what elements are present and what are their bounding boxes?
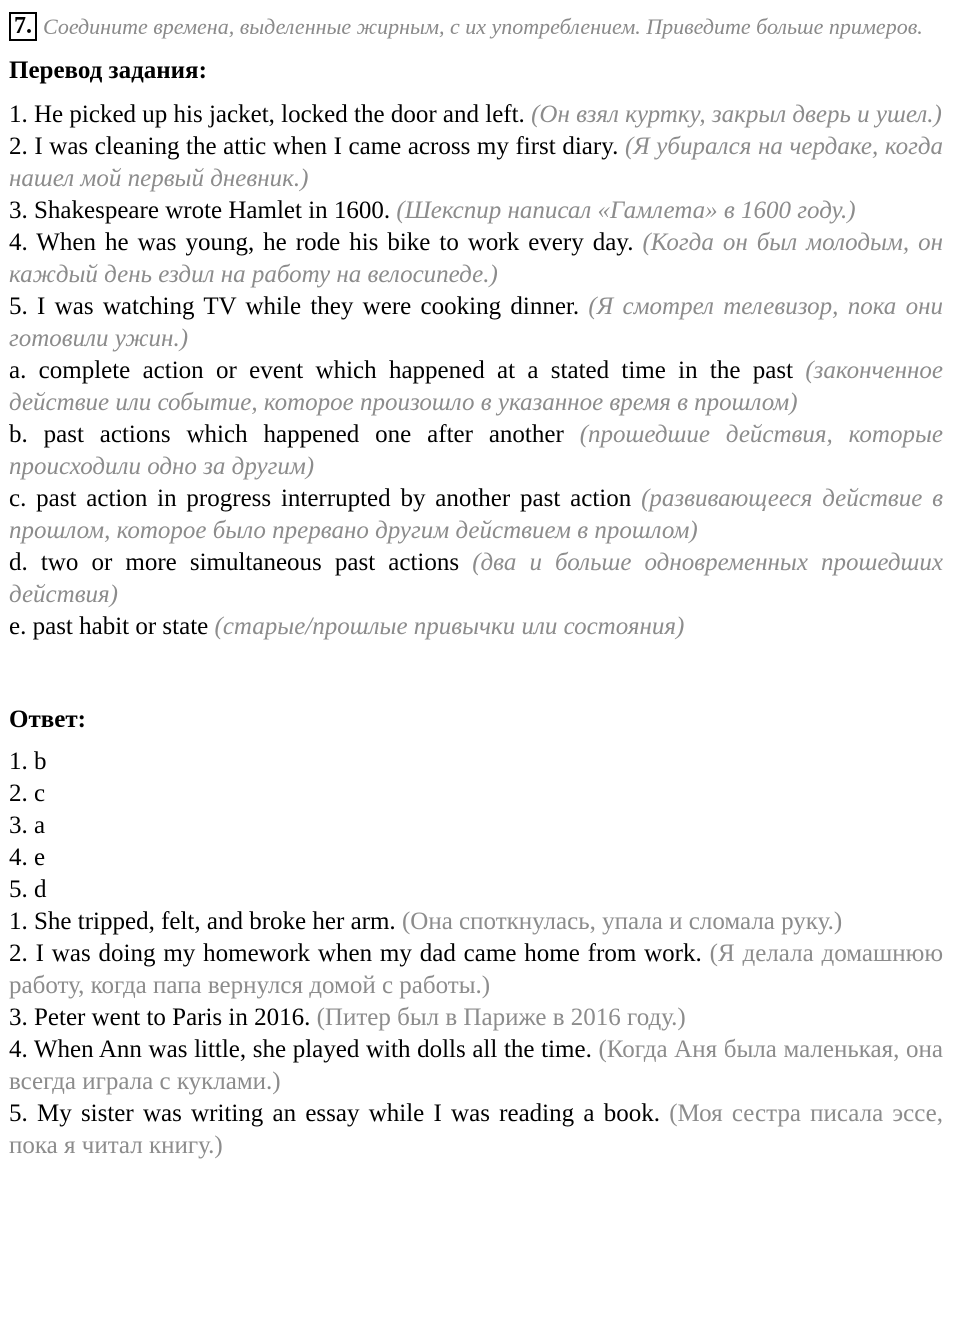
answer-match: 1. b — [9, 748, 47, 775]
answer-example — [9, 1098, 943, 1162]
answer-section — [9, 746, 943, 1162]
translation-list — [9, 99, 943, 643]
answer-example — [9, 1002, 943, 1034]
usage-item — [9, 611, 943, 643]
translation-item — [9, 131, 943, 195]
usage-item — [9, 483, 943, 547]
usage-item — [9, 419, 943, 483]
answer-match: 4. e — [9, 844, 46, 871]
translation-heading: Перевод задания: — [9, 57, 207, 84]
translation-item — [9, 195, 943, 227]
translation-item — [9, 291, 943, 355]
answer-heading: Ответ: — [9, 706, 86, 733]
task-statement — [9, 12, 943, 41]
english-text: 2. I was cleaning the attic when I came across my first diary. — [9, 133, 619, 160]
russian-translation: (Шекспир написал «Гамлета» в 1600 году.) — [396, 197, 856, 224]
document-page — [9, 12, 943, 1162]
russian-translation: (Я убирался на чердаке, когда нашел мой первый дневник.) — [9, 133, 943, 192]
english-text: 4. When he was young, he rode his bike to work every day. — [9, 229, 634, 256]
english-text: 4. When Ann was little, she played with dolls all the time. — [9, 1036, 592, 1063]
usage-item — [9, 355, 943, 419]
task-text: Соедините времена, выделенные жирным, с их употреблением. Приведите больше примеров. — [43, 14, 923, 39]
russian-translation: (старые/прошлые привычки или состояния) — [214, 613, 685, 640]
russian-translation: (законченное действие или событие, которое произошло в указанное время в прошлом) — [9, 357, 943, 416]
russian-translation: (Он взял куртку, закрыл дверь и ушел.) — [531, 101, 942, 128]
russian-translation: (два и больше одновременных прошедших действия) — [9, 549, 943, 608]
english-text: a. complete action or event which happened at a stated time in the past — [9, 357, 794, 384]
russian-translation: (Питер был в Париже в 2016 году.) — [316, 1004, 686, 1031]
english-text: 5. I was watching TV while they were cooking dinner. — [9, 293, 580, 320]
answer-match: 2. c — [9, 780, 46, 807]
russian-translation: (Она споткнулась, упала и сломала руку.) — [401, 908, 843, 935]
answer-match: 5. d — [9, 876, 47, 903]
task-number: 7. — [9, 12, 37, 41]
english-text: 2. I was doing my homework when my dad came home from work. — [9, 940, 702, 967]
russian-translation: (Я смотрел телевизор, пока они готовили ужин.) — [9, 293, 943, 352]
answer-example — [9, 938, 943, 1002]
translation-item — [9, 227, 943, 291]
answer-example — [9, 1034, 943, 1098]
answer-example — [9, 906, 943, 938]
english-text: c. past action in progress interrupted by another past action — [9, 485, 632, 512]
translation-item — [9, 99, 943, 131]
english-text: b. past actions which happened one after another — [9, 421, 564, 448]
usage-item — [9, 547, 943, 611]
english-text: 1. He picked up his jacket, locked the door and left. — [9, 101, 525, 128]
english-text: d. two or more simultaneous past actions — [9, 549, 460, 576]
answer-match: 3. a — [9, 812, 46, 839]
english-text: 3. Peter went to Paris in 2016. — [9, 1004, 311, 1031]
russian-translation: (прошедшие действия, которые происходили одно за другим) — [9, 421, 943, 480]
english-text: 1. She tripped, felt, and broke her arm. — [9, 908, 396, 935]
english-text: 3. Shakespeare wrote Hamlet in 1600. — [9, 197, 391, 224]
english-text: 5. My sister was writing an essay while I was reading a book. — [9, 1100, 660, 1127]
english-text: e. past habit or state — [9, 613, 209, 640]
russian-translation: (Моя сестра писала эссе, пока я читал книгу.) — [9, 1100, 944, 1159]
russian-translation: (развивающееся действие в прошлом, которое было прервано другим действием в прошлом) — [9, 485, 944, 544]
russian-translation: (Когда он был молодым, он каждый день ездил на работу на велосипеде.) — [9, 229, 944, 288]
russian-translation: (Когда Аня была маленькая, она всегда играла с куклами.) — [9, 1036, 944, 1095]
russian-translation: (Я делала домашнюю работу, когда папа вернулся домой с работы.) — [9, 940, 943, 999]
